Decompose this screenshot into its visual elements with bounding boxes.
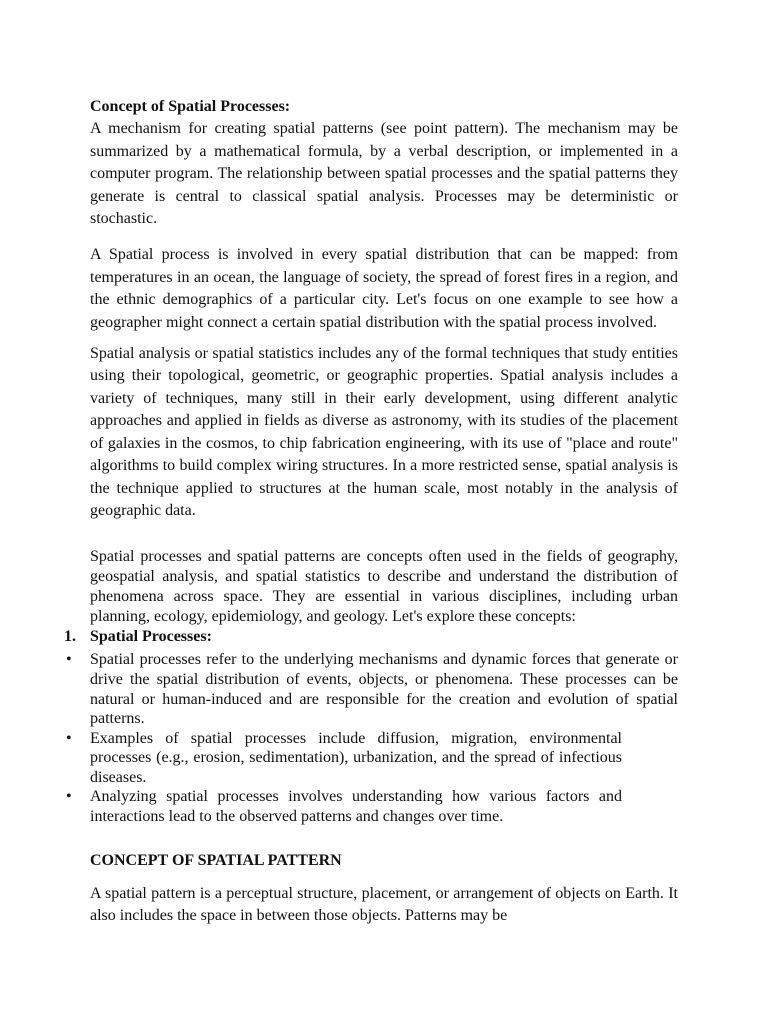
- list-item-text: Analyzing spatial processes involves understanding how various factors and interactions lead to the observed patterns and changes over time.: [90, 788, 622, 826]
- list-item-text: Spatial processes refer to the underlying mechanisms and dynamic forces that generate or drive the spatial distribution of events, objects, or phenomena. These processes can be natural or human-induced and are responsible for the creation and evolution of spatial patterns.: [90, 651, 678, 728]
- section-heading-spatial-processes: Concept of Spatial Processes:: [90, 98, 291, 115]
- bullet-list: [66, 650, 678, 826]
- list-item: [66, 787, 622, 826]
- paragraph-spatial-process-distribution: A Spatial process is involved in every spatial distribution that can be mapped: from temperatures in an ocean, the language of society, the spread of forest fires in a region, and the ethnic demographics of a particular city. Let's focus on one example to see how a geographer might connect a certain spatial distribution with the spatial process involved.: [90, 246, 678, 331]
- paragraph-mechanism: A mechanism for creating spatial patterns (see point pattern). The mechanism may be summarized by a mathematical formula, by a verbal description, or implemented in a computer program. The relationship between spatial processes and the spatial patterns they generate is central to classical spatial analysis. Processes may be deterministic or stochastic.: [90, 120, 678, 228]
- list-item: [66, 650, 678, 728]
- document-body: [64, 96, 678, 927]
- list-item: [66, 729, 622, 788]
- numbered-item-title: Spatial Processes:: [90, 628, 212, 646]
- paragraph-spatial-pattern-definition: A spatial pattern is a perceptual structure, placement, or arrangement of objects on Earth. It also includes the space in between those objects. Patterns may be: [90, 884, 678, 925]
- section-heading-spatial-pattern: CONCEPT OF SPATIAL PATTERN: [90, 851, 342, 869]
- paragraph-spatial-analysis: Spatial analysis or spatial statistics includes any of the formal techniques that study entities using their topological, geometric, or geographic properties. Spatial analysis includes a variety of techniques, many still in their early development, using different analytic approaches and applied in fields as diverse as astronomy, with its studies of the placement of galaxies in the cosmos, to chip fabrication engineering, with its use of "place and route" algorithms to build complex wiring structures. In a more restricted sense, spatial analysis is the technique applied to structures at the human scale, most notably in the analysis of geographic data.: [90, 345, 678, 519]
- paragraph-processes-and-patterns: Spatial processes and spatial patterns are concepts often used in the fields of geography, geospatial analysis, and spatial statistics to describe and understand the distribution of phenomena across space. They are essential in various disciplines, including urban planning, ecology, epidemiology, and geology. Let's explore these concepts:: [90, 548, 678, 626]
- bullet-icon: •: [66, 788, 72, 806]
- bullet-icon: •: [66, 651, 72, 669]
- numbered-item-spatial-processes: [64, 627, 678, 647]
- list-number: 1.: [64, 628, 76, 646]
- list-item-text: Examples of spatial processes include diffusion, migration, environmental processes (e.g., erosion, sedimentation), urbanization, and the spread of infectious diseases.: [90, 729, 622, 786]
- bullet-icon: •: [66, 729, 72, 747]
